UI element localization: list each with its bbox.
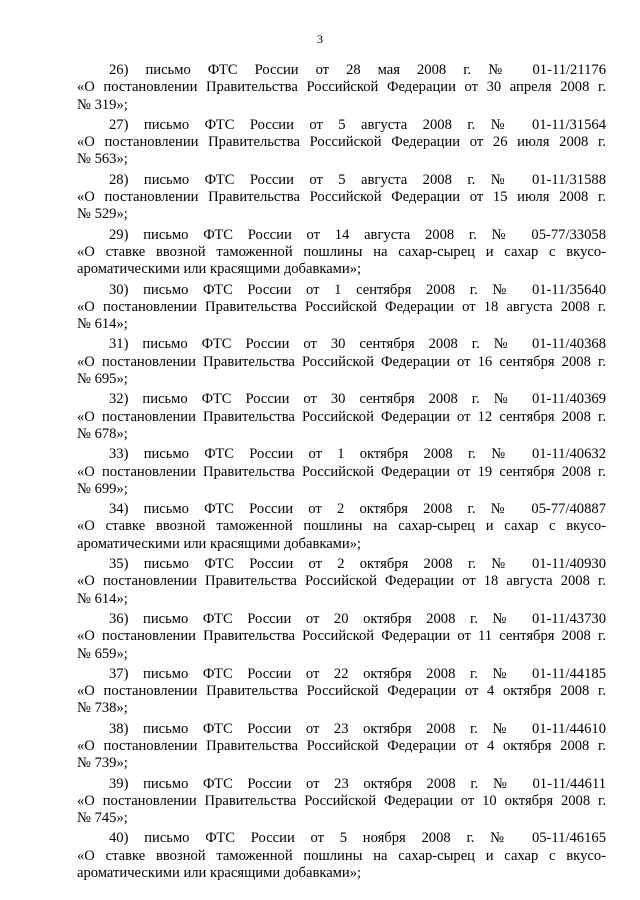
list-item <box>77 391 606 443</box>
item-text-line: «О постановлении Правительства Российской Федерации от 18 августа 2008 г. <box>77 298 606 315</box>
item-heading-line: 36) письмо ФТС России от 20 октября 2008 г. № 01-11/43730 <box>109 610 606 627</box>
list-item <box>77 282 606 334</box>
page-number: 3 <box>317 32 323 46</box>
item-text-line: ароматическими или красящими добавками»; <box>77 865 362 882</box>
item-text-line: «О ставке ввозной таможенной пошлины на сахар-сырец и сахар с вкусо- <box>77 847 606 864</box>
item-text-line: «О постановлении Правительства Российской Федерации от 19 сентября 2008 г. <box>77 463 606 480</box>
item-text-line: «О постановлении Правительства Российской Федерации от 18 августа 2008 г. <box>77 573 606 590</box>
list-item <box>77 666 606 718</box>
item-heading-line: 28) письмо ФТС России от 5 августа 2008 г. № 01-11/31588 <box>109 171 606 188</box>
item-heading-line: 30) письмо ФТС России от 1 сентября 2008 г. № 01-11/35640 <box>109 281 606 298</box>
list-item <box>77 830 606 882</box>
item-heading-line: 27) письмо ФТС России от 5 августа 2008 г. № 01-11/31564 <box>109 116 606 133</box>
item-heading-line: 34) письмо ФТС России от 2 октября 2008 г. № 05-77/40887 <box>109 501 606 518</box>
item-text-line: «О постановлении Правительства Российской Федерации от 30 апреля 2008 г. <box>77 79 606 96</box>
item-heading-line: 40) письмо ФТС России от 5 ноября 2008 г. № 05-11/46165 <box>109 830 606 847</box>
item-text-line: № 659»; <box>77 645 128 662</box>
item-text-line: «О постановлении Правительства Российской Федерации от 26 июля 2008 г. <box>77 134 606 151</box>
list-item <box>77 611 606 663</box>
item-heading-line: 33) письмо ФТС России от 1 октября 2008 г. № 01-11/40632 <box>109 446 606 463</box>
item-text-line: «О постановлении Правительства Российской Федерации от 10 октября 2008 г. <box>77 792 606 809</box>
item-heading-line: 26) письмо ФТС России от 28 мая 2008 г. № 01-11/21176 <box>109 62 606 78</box>
list-item <box>77 721 606 773</box>
list-item <box>77 117 606 169</box>
item-heading-line: 38) письмо ФТС России от 23 октября 2008 г. № 01-11/44610 <box>109 720 606 737</box>
item-text-line: № 614»; <box>77 590 128 607</box>
item-text-line: № 739»; <box>77 755 128 772</box>
item-text-line: «О постановлении Правительства Российской Федерации от 12 сентября 2008 г. <box>77 408 606 425</box>
item-text-line: № 563»; <box>77 151 128 168</box>
item-heading-line: 39) письмо ФТС России от 23 октября 2008 г. № 01-11/44611 <box>109 775 606 792</box>
item-text-line: № 614»; <box>77 316 128 333</box>
item-text-line: № 745»; <box>77 810 128 827</box>
item-text-line: № 319»; <box>77 96 128 113</box>
item-heading-line: 37) письмо ФТС России от 22 октября 2008 г. № 01-11/44185 <box>109 665 606 682</box>
letters-list <box>77 62 606 885</box>
list-item <box>77 776 606 828</box>
item-text-line: «О постановлении Правительства Российской Федерации от 4 октября 2008 г. <box>77 683 606 700</box>
item-text-line: № 678»; <box>77 425 128 442</box>
item-heading-line: 31) письмо ФТС России от 30 сентября 2008 г. № 01-11/40368 <box>109 336 606 353</box>
item-text-line: «О постановлении Правительства Российской Федерации от 4 октября 2008 г. <box>77 737 606 754</box>
item-text-line: «О постановлении Правительства Российской Федерации от 15 июля 2008 г. <box>77 189 606 206</box>
list-item <box>77 172 606 224</box>
list-item <box>77 446 606 498</box>
list-item <box>77 556 606 608</box>
item-heading-line: 32) письмо ФТС России от 30 сентября 2008 г. № 01-11/40369 <box>109 391 606 408</box>
list-item <box>77 227 606 279</box>
list-item <box>77 62 606 114</box>
item-text-line: № 529»; <box>77 206 128 223</box>
item-text-line: № 738»; <box>77 700 128 717</box>
item-text-line: «О ставке ввозной таможенной пошлины на сахар-сырец и сахар с вкусо- <box>77 518 606 535</box>
list-item <box>77 336 606 388</box>
item-text-line: ароматическими или красящими добавками»; <box>77 535 362 552</box>
item-text-line: «О ставке ввозной таможенной пошлины на сахар-сырец и сахар с вкусо- <box>77 243 606 260</box>
item-text-line: ароматическими или красящими добавками»; <box>77 261 362 278</box>
list-item <box>77 501 606 553</box>
item-text-line: «О постановлении Правительства Российской Федерации от 11 сентября 2008 г. <box>77 628 606 645</box>
item-text-line: «О постановлении Правительства Российской Федерации от 16 сентября 2008 г. <box>77 353 606 370</box>
item-text-line: № 699»; <box>77 480 128 497</box>
item-text-line: № 695»; <box>77 371 128 388</box>
item-heading-line: 29) письмо ФТС России от 14 августа 2008 г. № 05-77/33058 <box>109 226 606 243</box>
item-heading-line: 35) письмо ФТС России от 2 октября 2008 г. № 01-11/40930 <box>109 556 606 573</box>
